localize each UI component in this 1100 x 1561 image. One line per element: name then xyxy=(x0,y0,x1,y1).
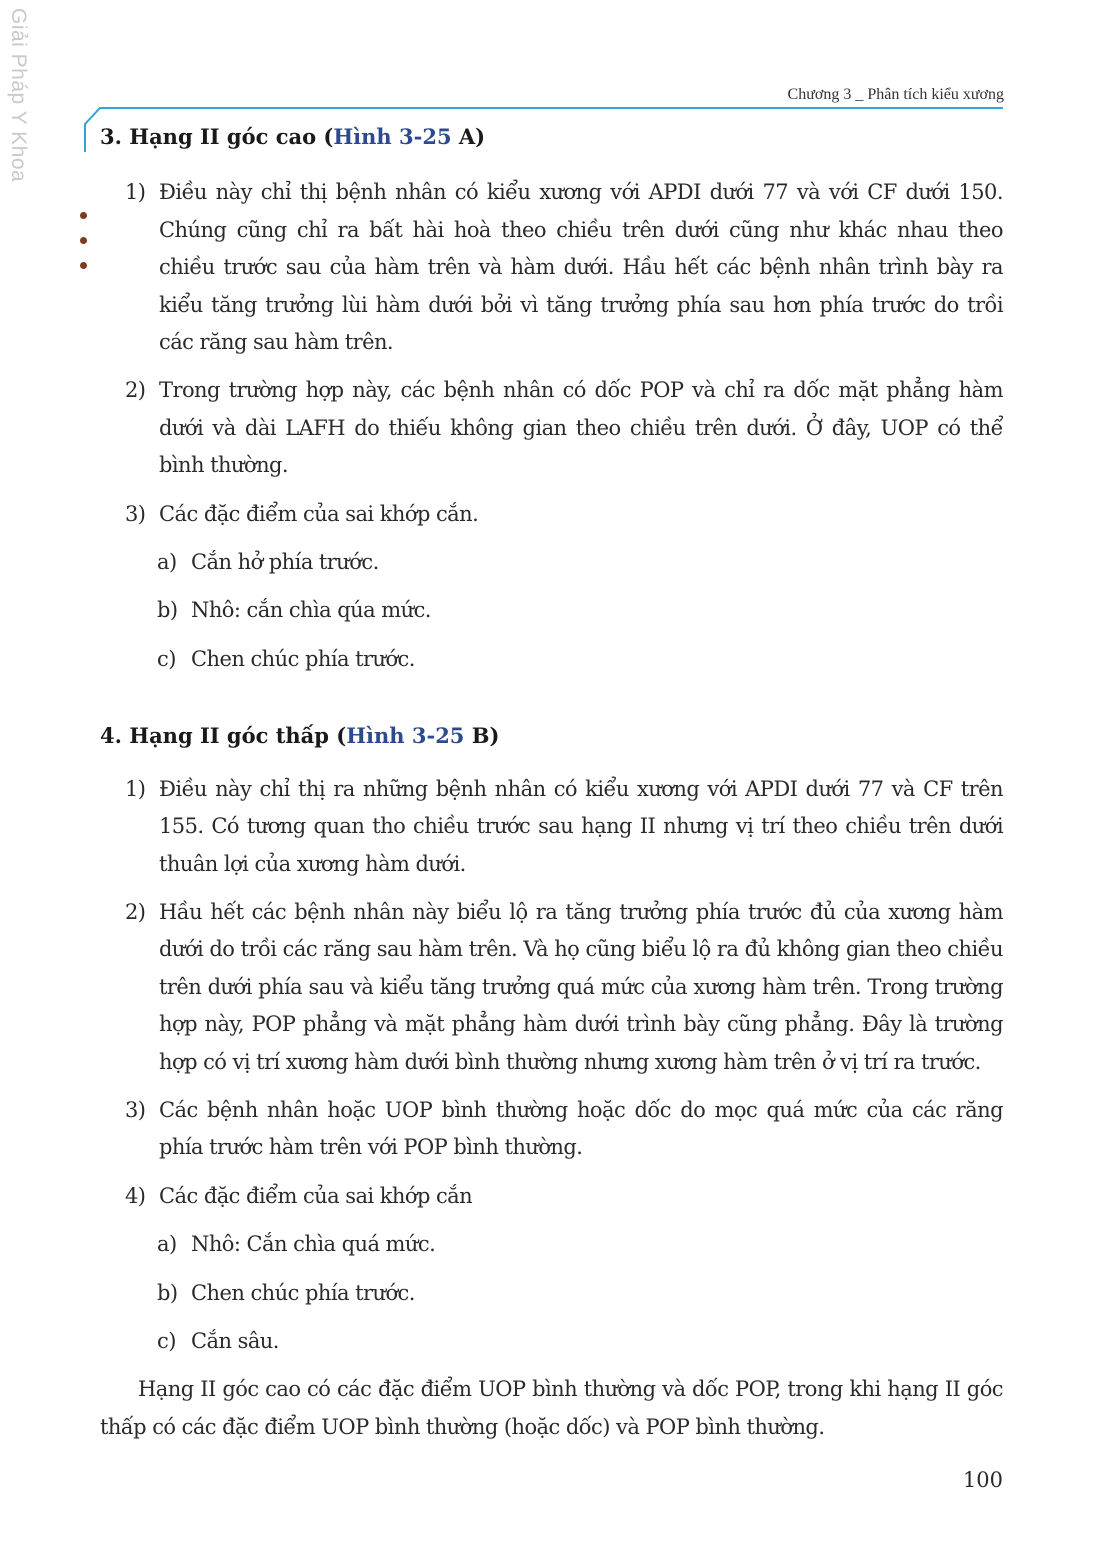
sub-list-item: b) Chen chúc phía trước. xyxy=(157,1280,415,1305)
list-item: 4) Các đặc điểm của sai khớp cắn xyxy=(125,1183,473,1208)
list-item: 1) Điều này chỉ thị bệnh nhân có kiểu xương với APDI dưới 77 và với CF dưới 150. Chúng cũng chỉ ra bất hài hoà theo chiều trên dưới cũng như khác nhau theo chiều trước sau của hàm trên và hàm dưới. Hầu hết các bệnh nhân trình bày ra kiểu tăng trưởng lùi hàm dưới bởi vì tăng trưởng phía sau hơn phía trước do trồi các răng sau hàm trên. xyxy=(125,180,1003,355)
figure-reference-link[interactable]: Hình 3-25 xyxy=(333,124,452,149)
page-content xyxy=(100,118,1003,1446)
closing-paragraph: Hạng II góc cao có các đặc điểm UOP bình thường và dốc POP, trong khi hạng II góc thấp có các đặc điểm UOP bình thường (hoặc dốc) và POP bình thường. xyxy=(100,1377,1003,1439)
list-item: 2) Trong trường hợp này, các bệnh nhân có dốc POP và chỉ ra dốc mặt phẳng hàm dưới và dài LAFH do thiếu không gian theo chiều trên dưới. Ở đây, UOP có thể bình thường. xyxy=(125,378,1003,478)
bullet-dots-decoration xyxy=(80,212,90,272)
list-item: 3) Các bệnh nhân hoặc UOP bình thường hoặc dốc do mọc quá mức của các răng phía trước hàm trên với POP bình thường. xyxy=(125,1097,1003,1160)
page-number: 100 xyxy=(962,1468,1003,1492)
sub-list-item: c) Chen chúc phía trước. xyxy=(157,646,415,671)
sub-list-item: a) Nhô: Cắn chìa quá mức. xyxy=(157,1232,436,1257)
side-brand-text: Giải Pháp Y Khoa xyxy=(7,8,30,183)
list-item: 2) Hầu hết các bệnh nhân này biểu lộ ra tăng trưởng phía trước đủ của xương hàm dưới do trồi các răng sau hàm trên. Và họ cũng biểu lộ ra đủ không gian theo chiều trên dưới phía sau và kiểu tăng trưởng quá mức của xương hàm trên. Trong trường hợp này, POP phẳng và mặt phẳng hàm dưới trình bày cũng phẳng. Đây là trường hợp có vị trí xương hàm dưới bình thường nhưng xương hàm trên ở vị trí ra trước. xyxy=(125,899,1003,1074)
sub-list-item: c) Cắn sâu. xyxy=(157,1328,279,1353)
section-4-heading: 4. Hạng II góc thấp (Hình 3-25 B) xyxy=(100,723,500,749)
sub-list-item: a) Cắn hở phía trước. xyxy=(157,550,379,575)
section-3-heading: 3. Hạng II góc cao (Hình 3-25 A) xyxy=(100,124,486,149)
list-item: 3) Các đặc điểm của sai khớp cắn. xyxy=(125,501,479,526)
chapter-header: Chương 3 _ Phân tích kiểu xương xyxy=(787,86,1004,103)
figure-reference-link[interactable]: Hình 3-25 xyxy=(346,723,465,749)
sub-list-item: b) Nhô: cắn chìa qúa mức. xyxy=(157,598,431,623)
list-item: 1) Điều này chỉ thị ra những bệnh nhân có kiểu xương với APDI dưới 77 và CF trên 155. Có tương quan tho chiều trước sau hạng II nhưng vị trí theo chiều trên dưới thuân lợi của xương hàm dưới. xyxy=(125,776,1003,876)
